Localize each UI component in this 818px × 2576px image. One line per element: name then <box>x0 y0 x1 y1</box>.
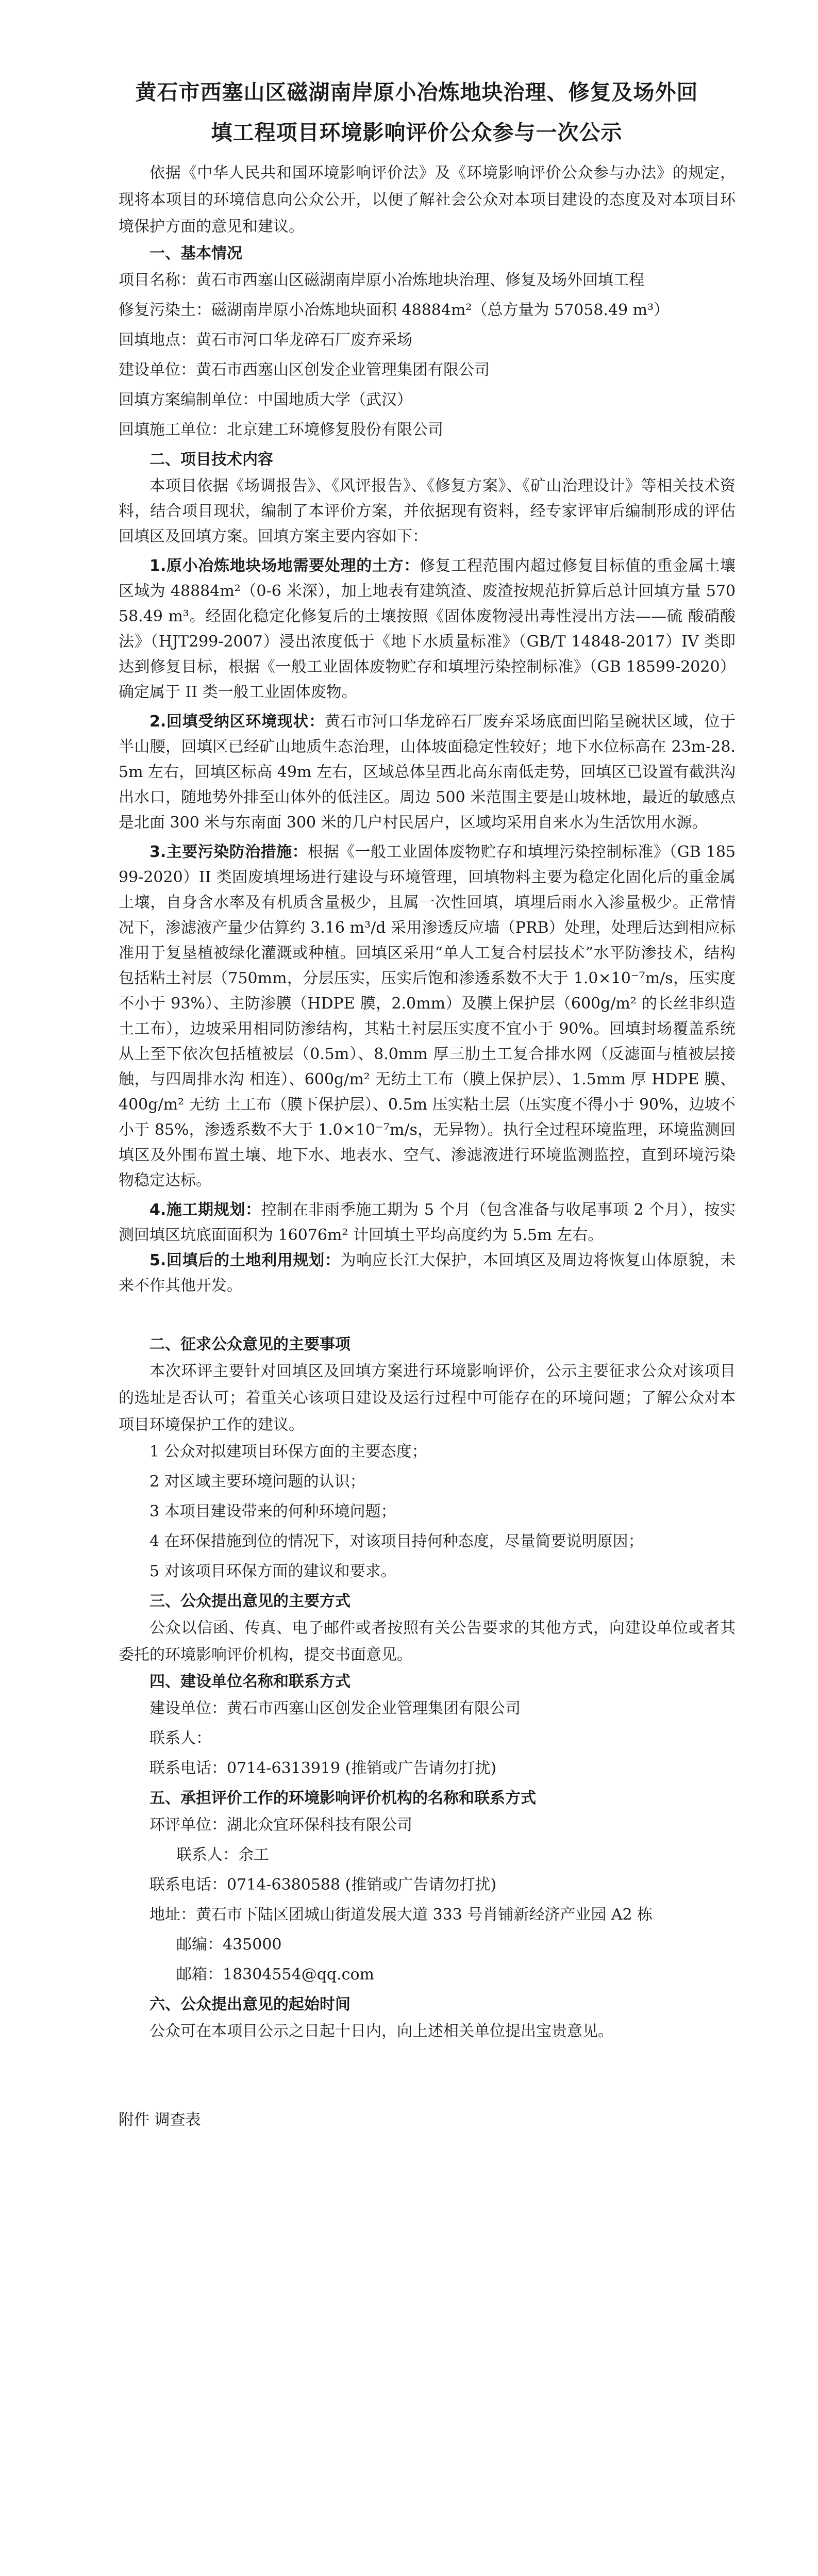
backfill-site: 回填地点：黄石市河口华龙碎石厂废弃采场 <box>119 331 412 349</box>
feedback-methods-text: 公众以信函、传真、电子邮件或者按照有关公告要求的其他方式，向建设单位或者其委托的环境影响评价机构，提交书面意见。 <box>119 1619 736 1664</box>
eia-contact-person: 联系人：余工 <box>176 1846 269 1864</box>
attachment-note: 附件 调查表 <box>119 2111 201 2129</box>
section-opinion-items-heading: 二、征求公众意见的主要事项 <box>149 1335 350 1353</box>
opinion-item: 4 在环保措施到位的情况下，对该项目持何种态度，尽量简要说明原因； <box>149 1532 644 1550</box>
opinion-item: 3 本项目建设带来的何种环境问题； <box>149 1502 396 1521</box>
eia-phone: 联系电话：0714-6380588 (推销或广告请勿打扰) <box>149 1876 497 1894</box>
builder-unit: 建设单位：黄石市西塞山区创发企业管理集团有限公司 <box>149 1699 521 1718</box>
project-name: 项目名称：黄石市西塞山区磁湖南岸原小冶炼地块治理、修复及场外回填工程 <box>119 271 644 289</box>
eia-address: 地址：黄石市下陆区团城山街道发展大道 333 号肖铺新经济产业园 A2 栋 <box>149 1906 653 1924</box>
page-title <box>98 72 736 153</box>
technical-item-3-label: 3.主要污染防治措施： <box>149 843 308 861</box>
technical-item-4 <box>119 1197 736 1248</box>
intro-paragraph: 依据《中华人民共和国环境影响评价法》及《环境影响评价公众参与办法》的规定，现将本项目的环境信息向公众公开，以便了解社会公众对本项目建设的态度及对本项目环境保护方面的意见和建议。 <box>119 164 736 236</box>
title-line-2: 填工程项目环境影响评价公众参与一次公示 <box>211 120 623 145</box>
section-basic-info-heading: 一、基本情况 <box>149 244 242 262</box>
technical-item-3 <box>119 839 736 1193</box>
eia-email: 邮箱：18304554@qq.com <box>176 1966 374 1984</box>
opinion-item: 5 对该项目环保方面的建议和要求。 <box>149 1562 396 1580</box>
opinion-items-intro: 本次环评主要针对回填区及回填方案进行环境影响评价，公示主要征求公众对该项目的选址是否认可；着重关心该项目建设及运行过程中可能存在的环境问题；了解公众对本项目环境保护工作的建议。 <box>119 1362 736 1434</box>
builder-phone: 联系电话：0714-6313919 (推销或广告请勿打扰) <box>149 1759 497 1777</box>
technical-item-5-text: 为响应长江大保护，本回填区及周边将恢复山体原貌，未来不作其他开发。 <box>119 1251 736 1295</box>
eia-postcode: 邮编：435000 <box>176 1936 282 1954</box>
section-technical-heading: 二、项目技术内容 <box>149 451 273 469</box>
technical-item-4-text: 控制在非雨季施工期为 5 个月（包含准备与收尾事项 2 个月），按实测回填区坑底面面积为 16076m² 计回填土平均高度约为 5.5m 左右。 <box>119 1201 736 1244</box>
technical-item-1 <box>119 553 736 705</box>
technical-intro: 本项目依据《场调报告》、《风评报告》、《修复方案》、《矿山治理设计》等相关技术资料，结合项目现状，编制了本评价方案，并依据现有资料，经专家评审后编制形成的评估回填区及回填方案。回填方案主要内容如下： <box>119 477 736 546</box>
technical-item-5-label: 5.回填后的土地利用规划： <box>149 1251 341 1269</box>
builder-contact-person: 联系人： <box>149 1729 211 1747</box>
section-feedback-methods-heading: 三、公众提出意见的主要方式 <box>149 1592 350 1610</box>
comment-period-text: 公众可在本项目公示之日起十日内，向上述相关单位提出宝贵意见。 <box>149 2022 613 2040</box>
technical-item-2-label: 2.回填受纳区环境现状： <box>149 713 325 731</box>
technical-item-2-text: 黄石市河口华龙碎石厂废弃采场底面凹陷呈碗状区域，位于半山腰，回填区已经矿山地质生态治理，山体坡面稳定性较好；地下水位标高在 23m-28.5m 左右，回填区标高 49m 左右，区域总体呈西北高东南低走势，回填区已设置有截洪沟出水口，随地势外排至山体外的低洼区。周边 500 米范围主要是山坡林地，最近的敏感点是北面 300 米与东南面 300 米的几户村民居户，区域均采用自来水为生活饮用水源。 <box>119 713 736 832</box>
contractor-unit: 回填施工单位：北京建工环境修复股份有限公司 <box>119 421 443 439</box>
contaminated-soil-area: 修复污染土：磁湖南岸原小冶炼地块面积 48884m²（总方量为 57058.49 m³） <box>119 301 670 319</box>
opinion-item: 2 对区域主要环境问题的认识； <box>149 1473 365 1491</box>
section-builder-contact-heading: 四、建设单位名称和联系方式 <box>149 1673 350 1691</box>
technical-item-1-label: 1.原小冶炼地块场地需要处理的土方： <box>149 557 420 575</box>
technical-item-1-text: 修复工程范围内超过修复目标值的重金属土壤区域为 48884m²（0-6 米深），加上地表有建筑渣、废渣按规范折算后总计回填方量 57058.49 m³。经固化稳定化修复后的土壤按照《固体废物浸出毒性浸出方法——硫 酸硝酸法》（HJT299-2007）浸出浓度低于《地下水质量标准》（GB/T 14848-2017）IV 类即达到修复目标，根据《一般工业固体废物贮存和填埋污染控制标准》（GB 18599-2020）确定属于 II 类一般工业固体废物。 <box>119 557 736 701</box>
technical-item-5 <box>119 1248 736 1298</box>
title-line-1: 黄石市西塞山区磁湖南岸原小冶炼地块治理、修复及场外回 <box>135 80 698 105</box>
construction-unit: 建设单位：黄石市西塞山区创发企业管理集团有限公司 <box>119 361 490 379</box>
eia-unit: 环评单位：湖北众宜环保科技有限公司 <box>149 1816 412 1834</box>
technical-item-4-label: 4.施工期规划： <box>149 1201 261 1219</box>
technical-item-2 <box>119 709 736 835</box>
section-eia-agency-heading: 五、承担评价工作的环境影响评价机构的名称和联系方式 <box>149 1789 536 1807</box>
technical-item-3-text: 根据《一般工业固体废物贮存和填埋污染控制标准》（GB 18599-2020）II 类固废填埋场进行建设与环境管理，回填物料主要为稳定化固化后的重金属土壤，自身含水率及有机质含量极少，且属一次性回填，填埋后雨水入渗量极少。正常情况下，渗滤液产量少估算约 3.16 m³/d 采用渗透反应墙（PRB）处理，处理后达到相应标准用于复垦植被绿化灌溉或种植。回填区采用“单人工复合村层技术”水平防渗技术，结构包括粘土衬层（750mm，分层压实，压实后饱和渗透系数不大于 1.0×10⁻⁷m/s，压实度不小于 93%）、主防渗膜（HDPE 膜，2.0mm）及膜上保护层（600g/m² 的长丝非织造土工布），边坡采用相同防渗结构，其粘土衬层压实度不宜小于 90%。回填封场覆盖系统从上至下依次包括植被层（0.5m）、8.0mm 厚三肋土工复合排水网（反滤面与植被层接触，与四周排水沟 相连）、600g/m² 无纺土工布（膜上保护层）、1.5mm 厚 HDPE 膜、400g/m² 无纺 土工布（膜下保护层）、0.5m 压实粘土层（压实度不得小于 90%，边坡不小于 85%，渗透系数不大于 1.0×10⁻⁷m/s，无异物）。执行全过程环境监理，环境监测回填区及外围布置土壤、地下水、地表水、空气、渗滤液进行环境监测监控，直到环境污染物稳定达标。 <box>119 843 736 1190</box>
plan-author-unit: 回填方案编制单位：中国地质大学（武汉） <box>119 391 412 409</box>
opinion-item: 1 公众对拟建项目环保方面的主要态度； <box>149 1443 427 1461</box>
section-comment-period-heading: 六、公众提出意见的起始时间 <box>149 1995 350 2013</box>
